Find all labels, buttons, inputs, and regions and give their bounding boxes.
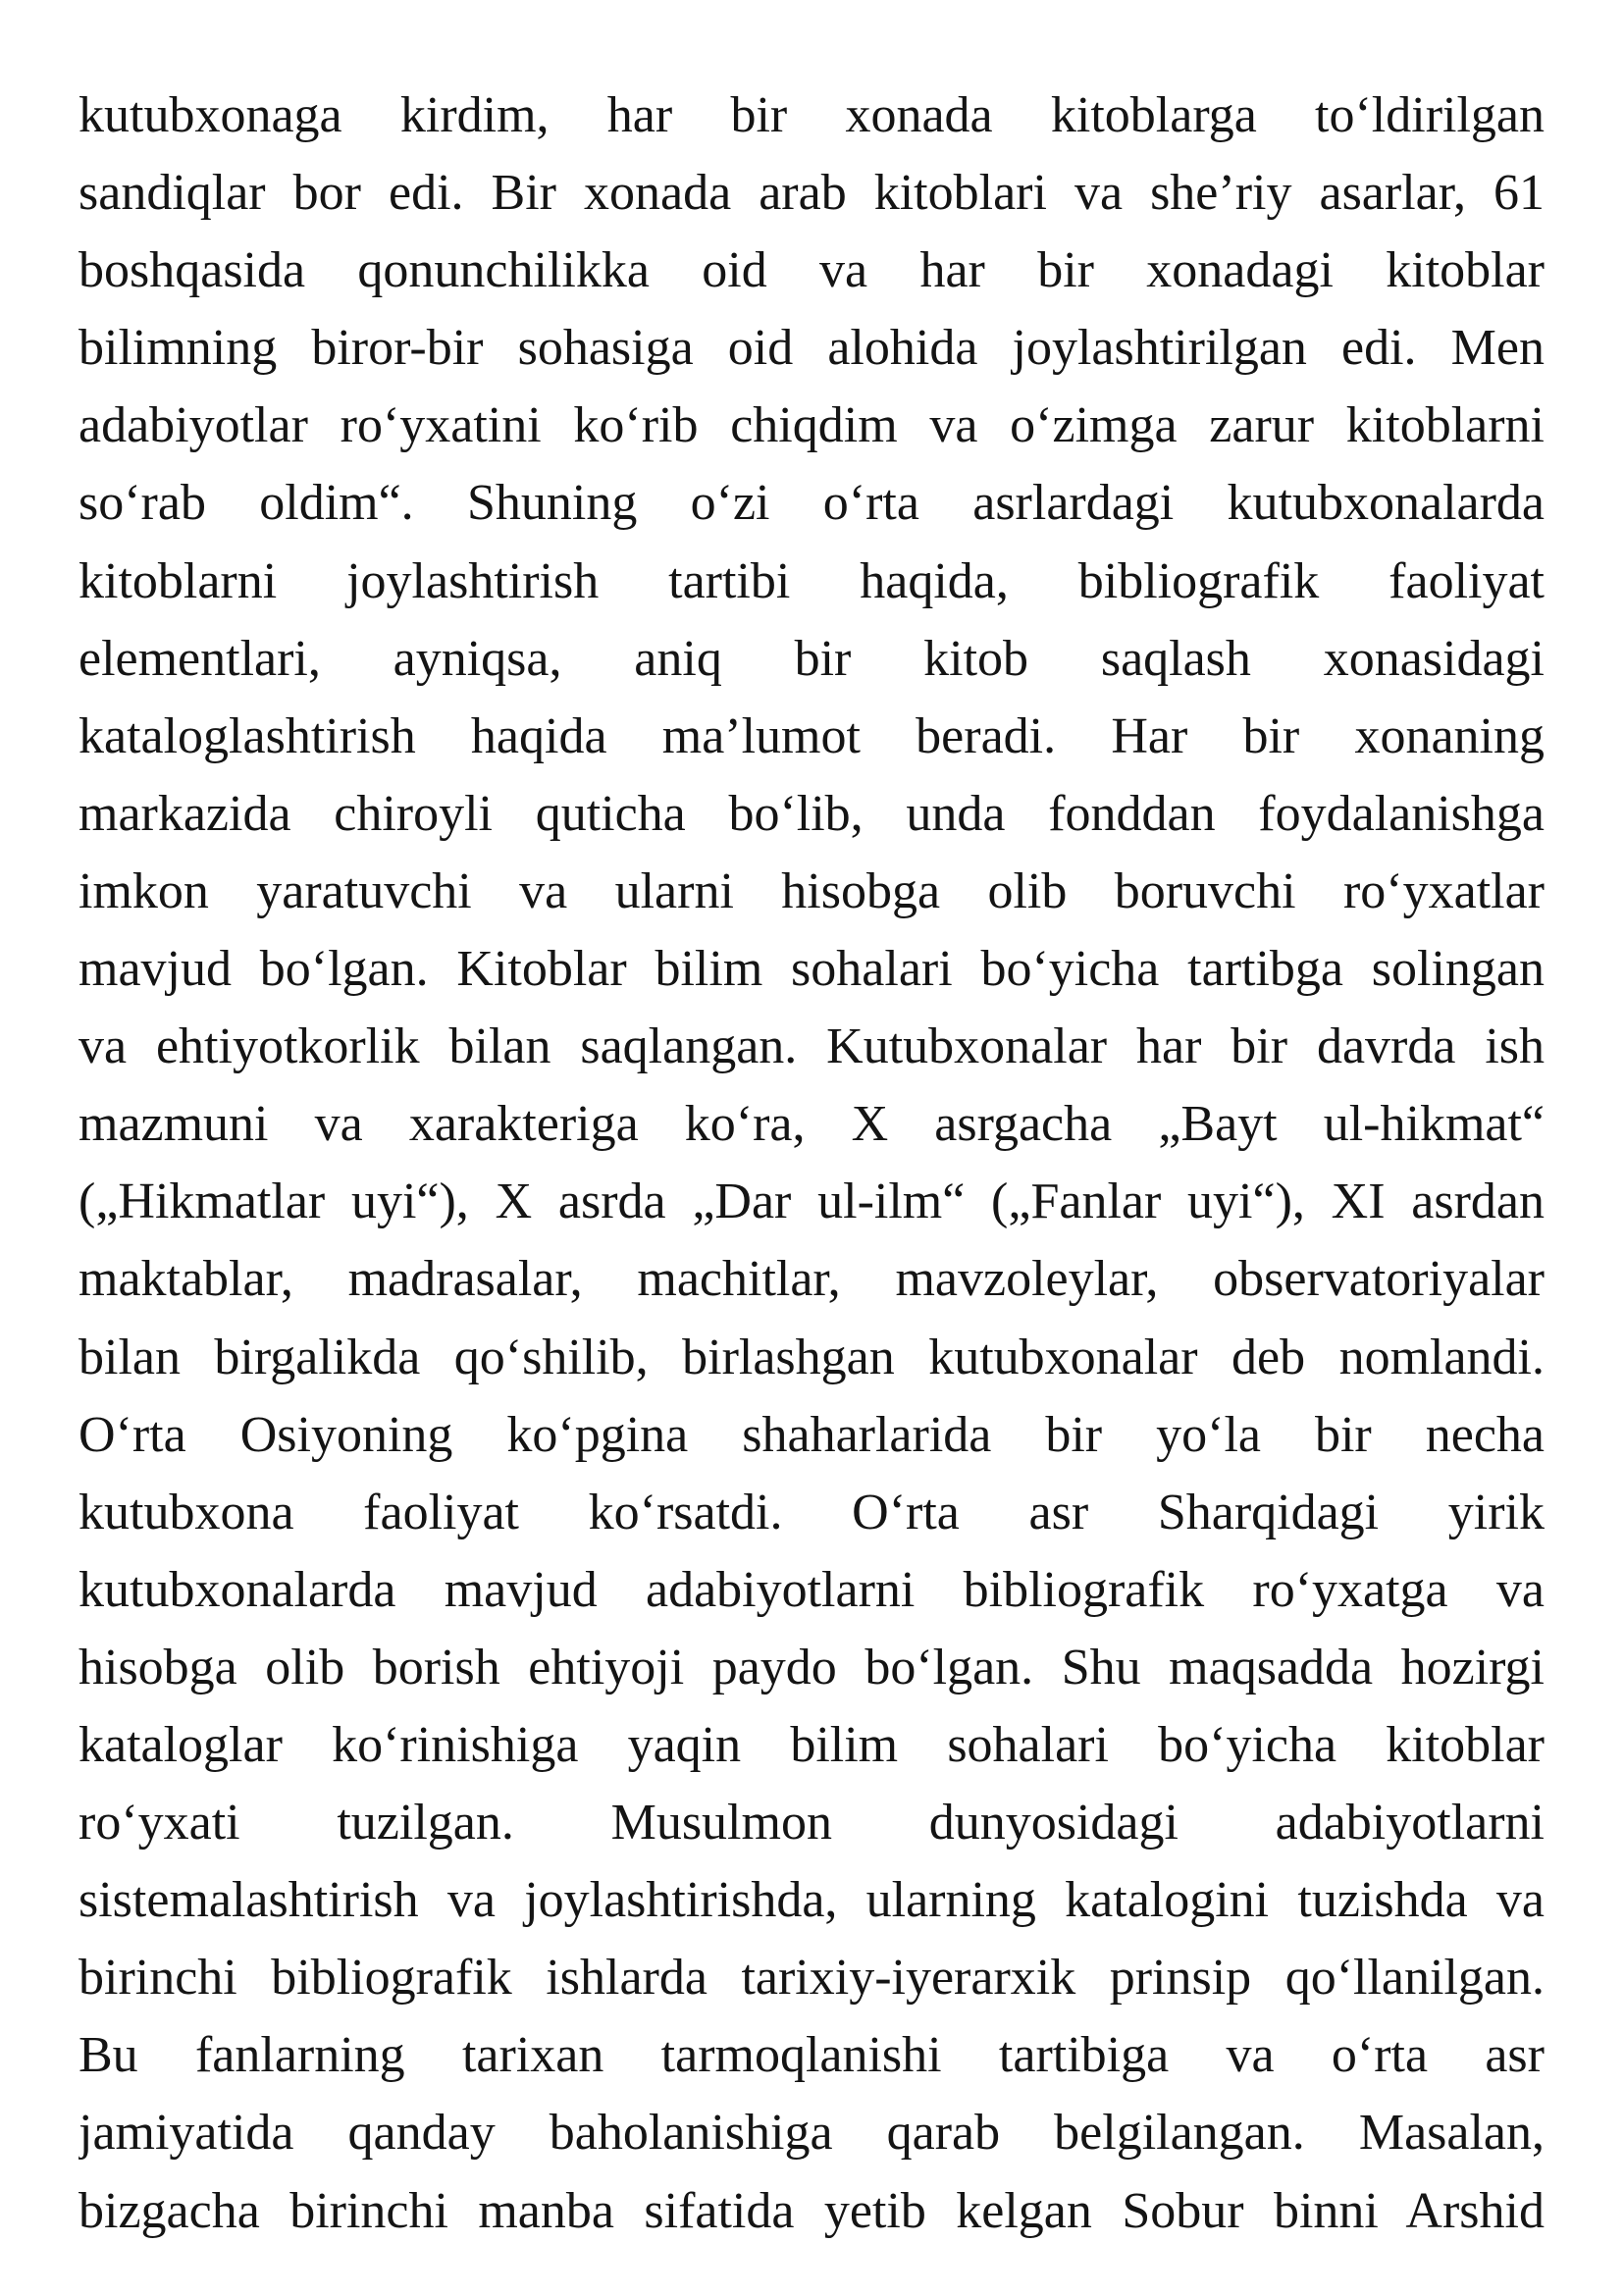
text-line: sistemalashtirish va joylashtirishda, ularning katalogini tuzishda va: [79, 1872, 1545, 1929]
text-line: birinchi bibliografik ishlarda tarixiy-iyerarxik prinsip qo‘llanilgan.: [79, 1950, 1545, 2007]
text-line: ro‘yxati tuzilgan. Musulmon dunyosidagi adabiyotlarni: [79, 1795, 1545, 1852]
text-line: so‘rab oldim“. Shuning o‘zi o‘rta asrlardagi kutubxonalarda: [79, 475, 1545, 532]
text-line: hisobga olib borish ehtiyoji paydo bo‘lgan. Shu maqsadda hozirgi: [79, 1639, 1545, 1695]
text-line: („Hikmatlar uyi“), X asrda „Dar ul-ilm“ („Fanlar uyi“), XI asrdan: [79, 1174, 1545, 1230]
text-line: adabiyotlar ro‘yxatini ko‘rib chiqdim va o‘zimga zarur kitoblarni: [79, 397, 1545, 454]
text-line: mazmuni va xarakteriga ko‘ra, X asrgacha „Bayt ul-hikmat“: [79, 1096, 1545, 1153]
text-line: bilan birgalikda qo‘shilib, birlashgan kutubxonalar deb nomlandi.: [79, 1329, 1545, 1385]
text-line: sandiqlar bor edi. Bir xonada arab kitoblari va she’riy asarlar, 61: [79, 165, 1545, 222]
text-line: O‘rta Osiyoning ko‘pgina shaharlarida bir yo‘la bir necha: [79, 1406, 1545, 1463]
text-line: bilimning biror-bir sohasiga oid alohida joylashtirilgan edi. Men: [79, 320, 1545, 377]
body-text: [79, 77, 1545, 2250]
text-line: Bu fanlarning tarixan tarmoqlanishi tartibiga va o‘rta asr: [79, 2027, 1545, 2084]
text-line: bizgacha birinchi manba sifatida yetib kelgan Sobur binni Arshid: [79, 2182, 1545, 2239]
text-line: markazida chiroyli quticha bo‘lib, unda fonddan foydalanishga: [79, 785, 1545, 842]
text-line: kutubxonaga kirdim, har bir xonada kitoblarga to‘ldirilgan: [79, 87, 1545, 143]
text-line: kutubxonalarda mavjud adabiyotlarni bibliografik ro‘yxatga va: [79, 1561, 1545, 1618]
text-line: va ehtiyotkorlik bilan saqlangan. Kutubxonalar har bir davrda ish: [79, 1018, 1545, 1075]
text-line: elementlari, ayniqsa, aniq bir kitob saqlash xonasidagi: [79, 630, 1545, 687]
text-line: kataloglashtirish haqida ma’lumot beradi. Har bir xonaning: [79, 707, 1545, 764]
text-line: kutubxona faoliyat ko‘rsatdi. O‘rta asr Sharqidagi yirik: [79, 1484, 1545, 1540]
text-line: boshqasida qonunchilikka oid va har bir xonadagi kitoblar: [79, 242, 1545, 299]
text-line: kitoblarni joylashtirish tartibi haqida, bibliografik faoliyat: [79, 552, 1545, 609]
text-line: imkon yaratuvchi va ularni hisobga olib boruvchi ro‘yxatlar: [79, 862, 1545, 919]
text-line: jamiyatida qanday baholanishiga qarab belgilangan. Masalan,: [79, 2105, 1545, 2162]
text-line: mavjud bo‘lgan. Kitoblar bilim sohalari bo‘yicha tartibga solingan: [79, 941, 1545, 998]
text-line: maktablar, madrasalar, machitlar, mavzoleylar, observatoriyalar: [79, 1251, 1545, 1308]
text-line: kataloglar ko‘rinishiga yaqin bilim sohalari bo‘yicha kitoblar: [79, 1716, 1545, 1773]
